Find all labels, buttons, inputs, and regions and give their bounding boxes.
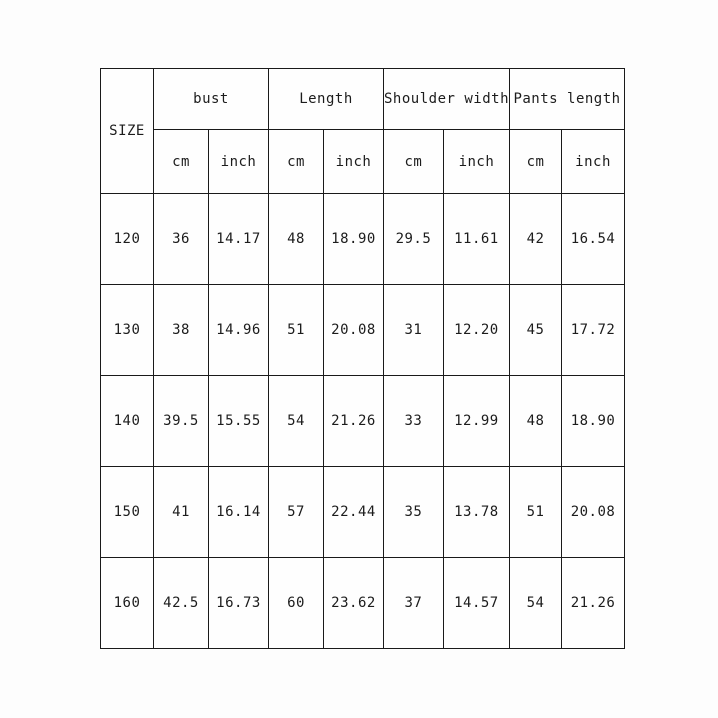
data-cell: 42.5	[154, 558, 209, 649]
data-cell: 16.14	[209, 467, 269, 558]
data-cell: 31	[384, 285, 444, 376]
data-cell: 36	[154, 194, 209, 285]
data-cell: 11.61	[443, 194, 509, 285]
data-cell: 41	[154, 467, 209, 558]
table-row	[101, 467, 625, 558]
data-cell: 54	[269, 376, 324, 467]
col-header-pants-length: Pants length	[510, 69, 625, 130]
size-cell: 160	[101, 558, 154, 649]
data-cell: 21.26	[324, 376, 384, 467]
header-unit-row	[101, 130, 625, 194]
unit-header-pants-inch: inch	[562, 130, 625, 194]
data-cell: 22.44	[324, 467, 384, 558]
table-row	[101, 376, 625, 467]
size-cell: 150	[101, 467, 154, 558]
data-cell: 12.20	[443, 285, 509, 376]
data-cell: 14.57	[443, 558, 509, 649]
data-cell: 12.99	[443, 376, 509, 467]
data-cell: 18.90	[562, 376, 625, 467]
data-cell: 13.78	[443, 467, 509, 558]
data-cell: 23.62	[324, 558, 384, 649]
data-cell: 57	[269, 467, 324, 558]
data-cell: 29.5	[384, 194, 444, 285]
data-cell: 51	[269, 285, 324, 376]
data-cell: 14.17	[209, 194, 269, 285]
data-cell: 20.08	[562, 467, 625, 558]
size-cell: 120	[101, 194, 154, 285]
unit-header-shoulder-inch: inch	[443, 130, 509, 194]
unit-header-length-cm: cm	[269, 130, 324, 194]
data-cell: 39.5	[154, 376, 209, 467]
table-row	[101, 558, 625, 649]
data-cell: 16.54	[562, 194, 625, 285]
data-cell: 16.73	[209, 558, 269, 649]
data-cell: 17.72	[562, 285, 625, 376]
data-cell: 45	[510, 285, 562, 376]
table-row	[101, 194, 625, 285]
col-header-bust: bust	[154, 69, 269, 130]
data-cell: 37	[384, 558, 444, 649]
data-cell: 60	[269, 558, 324, 649]
size-cell: 140	[101, 376, 154, 467]
data-cell: 21.26	[562, 558, 625, 649]
data-cell: 20.08	[324, 285, 384, 376]
data-cell: 54	[510, 558, 562, 649]
data-cell: 15.55	[209, 376, 269, 467]
table-row	[101, 285, 625, 376]
unit-header-bust-cm: cm	[154, 130, 209, 194]
col-header-length: Length	[269, 69, 384, 130]
size-chart-table	[100, 68, 625, 649]
data-cell: 35	[384, 467, 444, 558]
data-cell: 14.96	[209, 285, 269, 376]
data-cell: 42	[510, 194, 562, 285]
header-group-row	[101, 69, 625, 130]
col-header-shoulder-width: Shoulder width	[384, 69, 510, 130]
data-cell: 51	[510, 467, 562, 558]
unit-header-length-inch: inch	[324, 130, 384, 194]
data-cell: 48	[510, 376, 562, 467]
data-cell: 38	[154, 285, 209, 376]
size-cell: 130	[101, 285, 154, 376]
unit-header-bust-inch: inch	[209, 130, 269, 194]
unit-header-pants-cm: cm	[510, 130, 562, 194]
data-cell: 18.90	[324, 194, 384, 285]
data-cell: 33	[384, 376, 444, 467]
data-cell: 48	[269, 194, 324, 285]
size-header-cell: SIZE	[101, 69, 154, 194]
unit-header-shoulder-cm: cm	[384, 130, 444, 194]
